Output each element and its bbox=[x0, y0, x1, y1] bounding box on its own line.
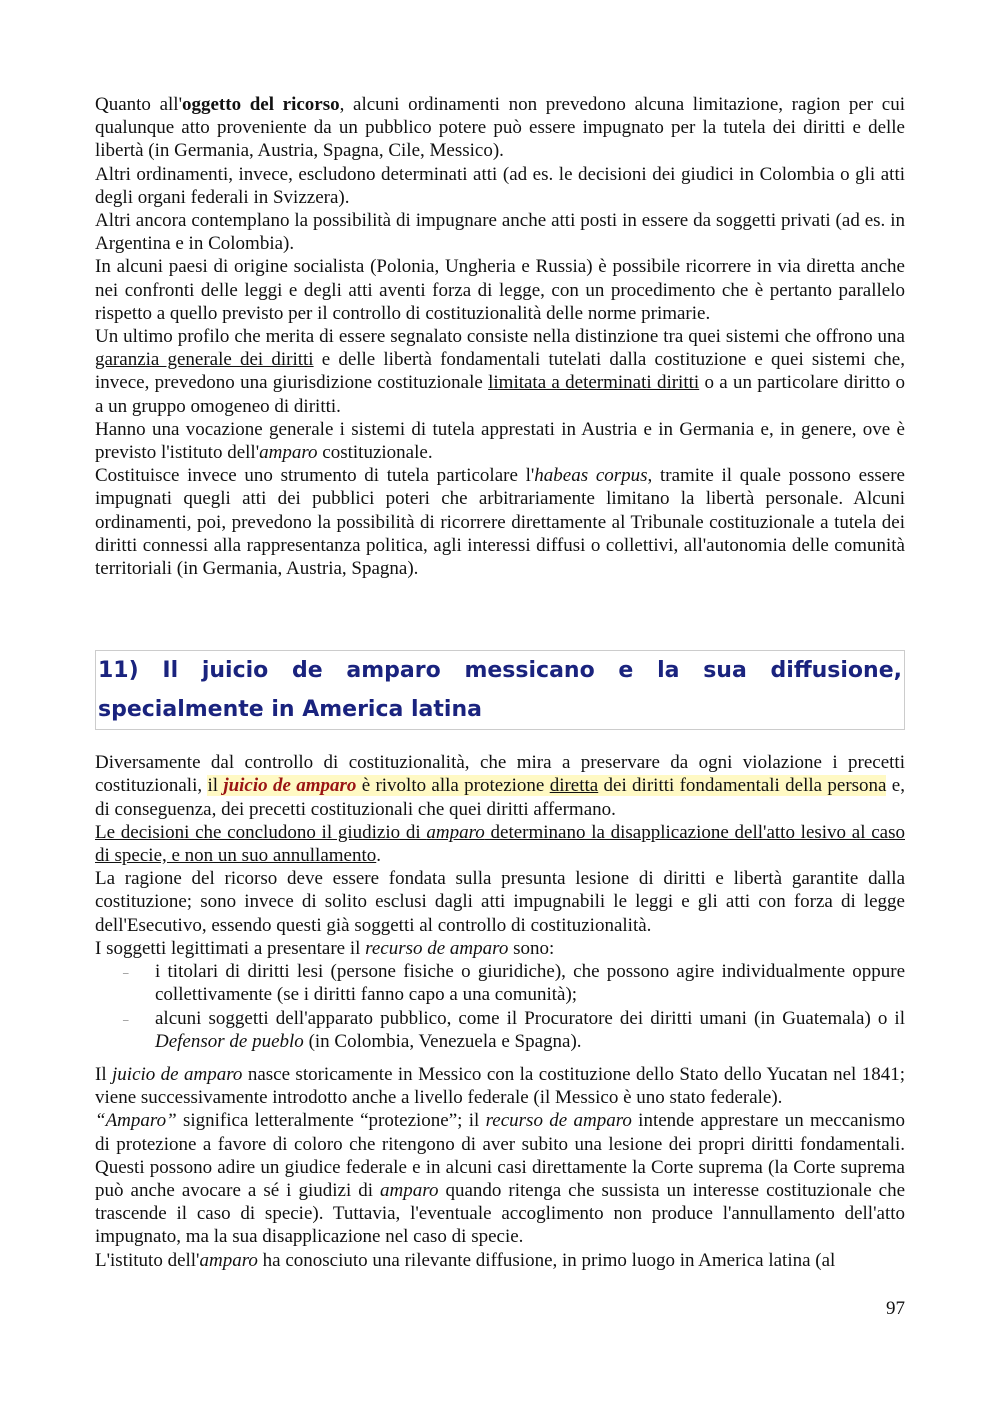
paragraph-diffusione: L'istituto dell'amparo ha conosciuto una rilevante diffusione, in primo luogo in America latina (al bbox=[95, 1249, 836, 1271]
section-heading: 11) Il juicio de amparo messicano e la sua diffusione, specialmente in America latina bbox=[95, 650, 905, 730]
italic-term: amparo bbox=[259, 442, 318, 464]
paragraph-significato-amparo: “Amparo” significa letteralmente “protezione”; il recurso de amparo intende apprestare un meccanismo di protezione a favore di coloro che ritengono di aver subito una lesione dei propri diritti fondamentali. Questi possono adire un giudice federale e in alcuni casi direttamente la Corte suprema (la Corte suprema può anche avocare a sé i giudizi di amparo quando ritenga che sussista un interesse costituzionale che trascende il caso di specie). Tuttavia, l'eventuale accoglimento non produce l'annullamento dell'atto impugnato, ma la sua disapplicazione nel caso di specie. bbox=[95, 1110, 906, 1248]
paragraph-decisioni: Le decisioni che concludono il giudizio di amparo determinano la disapplicazione dell'atto lesivo al caso di specie, e non un suo annullamento. bbox=[95, 821, 905, 867]
italic-term: amparo bbox=[380, 1179, 439, 1201]
highlighted-passage: il juicio de amparo è rivolto alla protezione diretta dei diritti fondamentali della persona bbox=[207, 775, 887, 797]
red-bold-term: juicio de amparo bbox=[223, 775, 357, 797]
italic-term: recurso de amparo bbox=[485, 1110, 632, 1132]
paragraph-ragione-ricorso: La ragione del ricorso deve essere fondata sulla presunta lesione di diritti e libertà garantite dalla costituzione; sono invece di solito esclusi dagli atti impugnabili le leggi e gli atti con forza di legge dell'Esecutivo, essendo questi già soggetti al controllo di costituzionalità. bbox=[95, 868, 905, 936]
paragraph-soggetti-legittimati: I soggetti legittimati a presentare il recurso de amparo sono: bbox=[95, 937, 555, 959]
paragraph-altri-ordinamenti: Altri ordinamenti, invece, escludono determinati atti (ad es. le decisioni dei giudici in Colombia o gli atti degli organi federali in Svizzera). bbox=[95, 163, 905, 208]
section-spacer bbox=[95, 580, 905, 650]
paragraph-diversamente: Diversamente dal controllo di costituzionalità, che mira a preservare da ogni violazione i precetti costituzionali, il juicio de amparo è rivolto alla protezione diretta dei diritti fondamentali della persona e, di conseguenza, dei precetti costituzionali che quei diritti affermano. bbox=[95, 752, 905, 820]
paragraph-oggetto-ricorso: Quanto all'oggetto del ricorso, alcuni ordinamenti non prevedono alcuna limitazione, ragion per cui qualunque atto proveniente da un pubblico potere può essere impugnato per la tutela dei diritti e delle libertà (in Germania, Austria, Spagna, Cile, Messico). bbox=[95, 94, 905, 162]
paragraph-ultimo-profilo: Un ultimo profilo che merita di essere segnalato consiste nella distinzione tra quei sistemi che offrono una garanzia generale dei diritti e delle libertà fondamentali tutelati dalla costituzione e quei sistemi che, invece, prevedono una giurisdizione costituzionale limitata a determinati diritti o a un particolare diritto o a un gruppo omogeneo di diritti. bbox=[95, 326, 905, 417]
list-spacer bbox=[95, 1053, 905, 1063]
paragraph-paesi-socialisti: In alcuni paesi di origine socialista (Polonia, Ungheria e Russia) è possibile ricorrere in via diretta anche nei confronti delle leggi e degli atti aventi forza di legge, con un procedimento che è pertanto parallelo rispetto a quello previsto per il controllo di costituzionalità delle norme primarie. bbox=[95, 256, 905, 324]
italic-term: amparo bbox=[199, 1249, 258, 1271]
paragraph-habeas-corpus: Costituisce invece uno strumento di tutela particolare l'habeas corpus, tramite il quale possono essere impugnati quegli atti dei pubblici poteri che arbitrariamente limitano la libertà personale. Alcuni ordinamenti, poi, prevedono la possibilità di ricorrere direttamente al Tribunale costituzionale a tutela dei diritti connessi alla rappresentanza politica, agli interessi diffusi o collettivi, all'autonomia delle comunità territoriali (in Germania, Austria, Spagna). bbox=[95, 465, 905, 580]
legittimati-list bbox=[95, 960, 905, 1053]
italic-term: juicio de amparo bbox=[112, 1063, 243, 1085]
list-item: ‒ alcuni soggetti dell'apparato pubblico, come il Procuratore dei diritti umani (in Guatemala) o il Defensor de pueblo (in Colombia, Venezuela e Spagna). bbox=[155, 1007, 905, 1053]
paragraph-storia-messico: Il juicio de amparo nasce storicamente in Messico con la costituzione dello Stato dello Yucatan nel 1841; viene successivamente introdotto anche a livello federale (il Messico è uno stato federale). bbox=[95, 1063, 905, 1109]
underlined-passage: Le decisioni che concludono il giudizio di amparo determinano la disapplicazione dell'atto lesivo al caso di specie, e non un suo annullamento bbox=[95, 821, 905, 867]
italic-term: “Amparo” bbox=[95, 1110, 177, 1132]
underlined-word: diretta bbox=[549, 775, 599, 797]
underlined-phrase: garanzia generale dei diritti bbox=[95, 349, 314, 371]
page-number: 97 bbox=[886, 1298, 905, 1319]
paragraph-vocazione-generale: Hanno una vocazione generale i sistemi di tutela apprestati in Austria e in Germania e, in genere, ove è previsto l'istituto dell'amparo costituzionale. bbox=[95, 418, 905, 464]
bold-term: oggetto del ricorso bbox=[182, 94, 340, 115]
document-page bbox=[95, 93, 905, 1272]
italic-term: habeas corpus bbox=[534, 465, 648, 487]
paragraph-soggetti-privati: Altri ancora contemplano la possibilità di impugnare anche atti posti in essere da soggetti privati (ad es. in Argentina e in Colombia). bbox=[95, 210, 905, 255]
list-item: ‒ i titolari di diritti lesi (persone fisiche o giuridiche), che possono agire individualmente oppure collettivamente (se i diritti fanno capo a una comunità); bbox=[155, 960, 905, 1006]
italic-term: recurso de amparo bbox=[365, 937, 509, 959]
underlined-phrase: limitata a determinati diritti bbox=[488, 372, 700, 394]
